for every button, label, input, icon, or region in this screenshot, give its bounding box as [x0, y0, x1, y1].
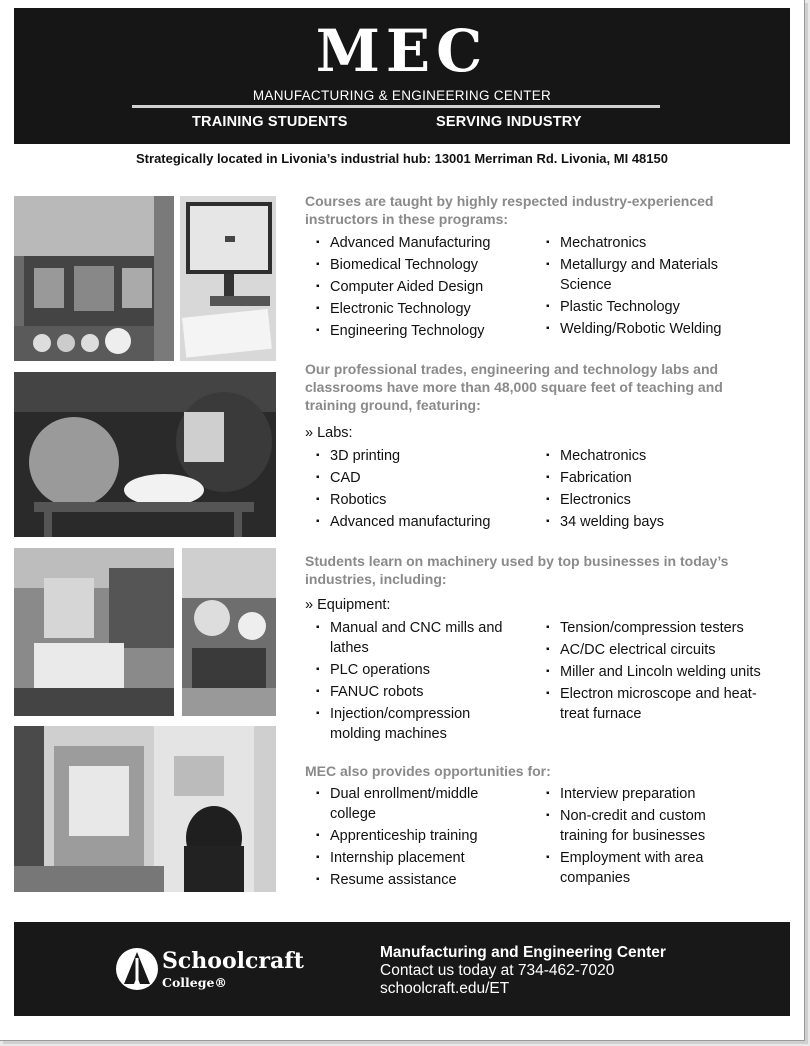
logo-name: Schoolcraft — [162, 948, 304, 974]
list-item: ▪ Electronics — [546, 490, 766, 510]
list-item: ▪ Fabrication — [546, 468, 766, 488]
photo-lab-equipment — [14, 196, 174, 361]
programs-right-list — [546, 233, 766, 341]
list-item: ▪ CAD — [316, 468, 536, 488]
programs-heading: Courses are taught by highly respected industry-experienced instructors in these programs: — [305, 193, 714, 227]
list-item: ▪ Advanced Manufacturing — [316, 233, 536, 253]
list-item: ▪ Engineering Technology — [316, 321, 536, 341]
list-item: ▪ Interview preparation — [546, 784, 746, 804]
list-item: ▪ Tension/compression testers — [546, 618, 774, 638]
list-item: ▪ Electronic Technology — [316, 299, 536, 319]
header-banner — [14, 8, 790, 144]
list-item: ▪ Miller and Lincoln welding units — [546, 662, 774, 682]
list-item: ▪ Non-credit and custom training for businesses — [546, 806, 746, 846]
schoolcraft-logo-icon — [114, 946, 160, 992]
logo-college: College® — [162, 975, 227, 990]
equipment-heading: Students learn on machinery used by top businesses in today’s industries, including: — [305, 553, 729, 587]
list-item: ▪ Advanced manufacturing — [316, 512, 536, 532]
photo-gauges-image — [182, 548, 276, 716]
page-subtitle: MANUFACTURING & ENGINEERING CENTER — [252, 88, 552, 103]
list-item: ▪ Biomedical Technology — [316, 255, 536, 275]
list-item: ▪ Manual and CNC mills and lathes — [316, 618, 506, 658]
photo-computer-station-image — [180, 196, 276, 361]
footer-phone: Contact us today at 734-462-7020 — [380, 962, 615, 979]
labs-left-list — [316, 446, 536, 534]
page-title: MEC — [315, 17, 489, 85]
list-item: ▪ Electron microscope and heat-treat furnace — [546, 684, 774, 724]
list-item: ▪ Resume assistance — [316, 870, 516, 890]
photo-student-machine-image — [14, 726, 276, 892]
photo-gauges — [182, 548, 276, 716]
equipment-right-list — [546, 618, 774, 726]
photo-mill-machine — [14, 548, 174, 716]
list-item: ▪ FANUC robots — [316, 682, 506, 702]
header-divider — [132, 105, 660, 108]
list-item: ▪ Employment with area companies — [546, 848, 746, 888]
list-item: ▪ Plastic Technology — [546, 297, 766, 317]
footer-banner — [14, 922, 790, 1016]
list-item: ▪ Dual enrollment/middle college — [316, 784, 516, 824]
footer-center-name: Manufacturing and Engineering Center — [380, 944, 666, 961]
list-item: ▪ Robotics — [316, 490, 536, 510]
list-item: ▪ Apprenticeship training — [316, 826, 516, 846]
opportunities-heading: MEC also provides opportunities for: — [305, 763, 551, 779]
list-item: ▪ 34 welding bays — [546, 512, 766, 532]
list-item: ▪ Internship placement — [316, 848, 516, 868]
photo-welding — [14, 372, 276, 537]
location-line: Strategically located in Livonia’s industrial hub: 13001 Merriman Rd. Livonia, MI 48150 — [136, 151, 668, 166]
programs-left-list — [316, 233, 536, 343]
list-item: ▪ Welding/Robotic Welding — [546, 319, 766, 339]
list-item: ▪ Injection/compression molding machines — [316, 704, 506, 744]
tagline-left: TRAINING STUDENTS — [192, 114, 348, 130]
photo-lab-equipment-image — [14, 196, 174, 361]
photo-computer-station — [180, 196, 276, 361]
photo-mill-machine-image — [14, 548, 174, 716]
labs-heading: Our professional trades, engineering and technology labs and classrooms have more than 48,000 square feet of teaching and training ground, featuring: — [305, 361, 723, 413]
opportunities-right-list — [546, 784, 746, 890]
equipment-left-list — [316, 618, 506, 746]
list-item: ▪ Computer Aided Design — [316, 277, 536, 297]
opportunities-left-list — [316, 784, 516, 892]
footer-contact — [380, 944, 666, 998]
list-item: ▪ Mechatronics — [546, 233, 766, 253]
tagline-right: SERVING INDUSTRY — [436, 114, 582, 130]
list-item: ▪ AC/DC electrical circuits — [546, 640, 774, 660]
labs-label: » Labs: — [305, 425, 353, 441]
list-item: ▪ Mechatronics — [546, 446, 766, 466]
list-item: ▪ PLC operations — [316, 660, 506, 680]
photo-welding-image — [14, 372, 276, 537]
photo-student-machine — [14, 726, 276, 892]
labs-right-list — [546, 446, 766, 534]
list-item: ▪ Metallurgy and Materials Science — [546, 255, 766, 295]
equipment-label: » Equipment: — [305, 597, 391, 613]
list-item: ▪ 3D printing — [316, 446, 536, 466]
footer-website-link[interactable]: schoolcraft.edu/ET — [380, 980, 510, 997]
